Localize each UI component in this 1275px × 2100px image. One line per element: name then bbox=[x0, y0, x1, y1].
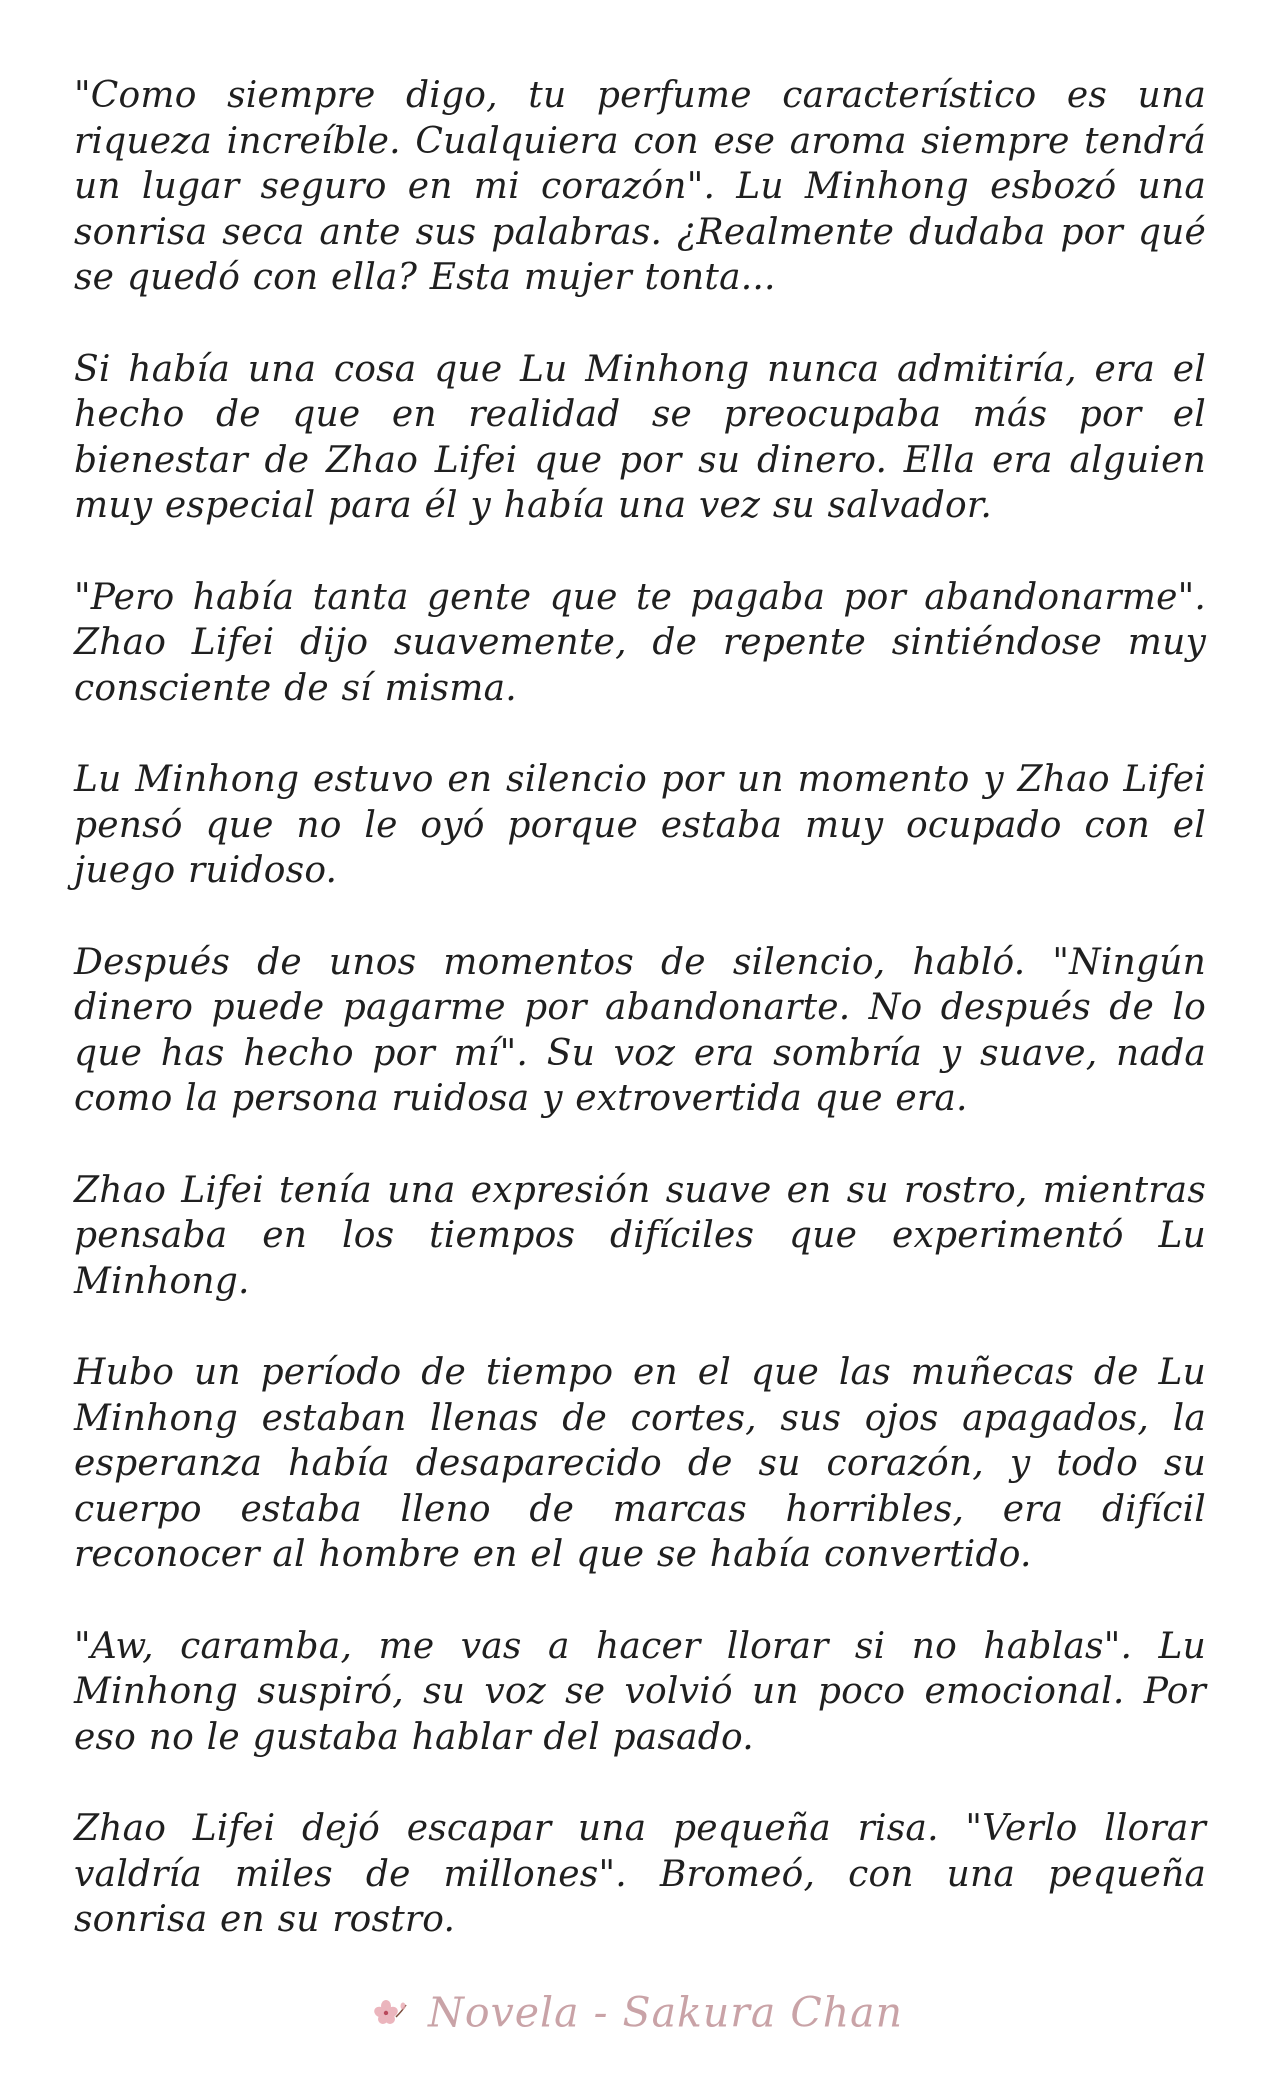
paragraph: Zhao Lifei tenía una expresión suave en su rostro, mientras pensaba en los tiempos difíciles que experimentó Lu Minhong. bbox=[74, 1169, 1206, 1302]
text-body bbox=[74, 73, 1206, 1989]
paragraph: "Como siempre digo, tu perfume característico es una riqueza increíble. Cualquiera con ese aroma siempre tendrá un lugar seguro en mi corazón". Lu Minhong esbozó una sonrisa seca ante sus palabras. ¿Realmente dudaba por qué se quedó con ella? Esta mujer tonta... bbox=[74, 75, 1206, 298]
paragraph: Zhao Lifei dejó escapar una pequeña risa. "Verlo llorar valdría miles de millones". Bromeó, con una pequeña sonrisa en su rostro. bbox=[74, 1808, 1206, 1940]
paragraph: "Pero había tanta gente que te pagaba por abandonarme". Zhao Lifei dijo suavemente, de repente sintiéndose muy consciente de sí misma. bbox=[74, 576, 1206, 709]
watermark-text: Novela - Sakura Chan bbox=[428, 1988, 903, 2037]
paragraph: Lu Minhong estuvo en silencio por un momento y Zhao Lifei pensó que no le oyó porque estaba muy ocupado con el juego ruidoso. bbox=[74, 759, 1206, 891]
paragraph: Hubo un período de tiempo en el que las muñecas de Lu Minhong estaban llenas de cortes, sus ojos apagados, la esperanza había desaparecido de su corazón, y todo su cuerpo estaba lleno de marcas horribles, era difícil reconocer al hombre en el que se había convertido. bbox=[74, 1352, 1206, 1575]
sakura-flower-icon bbox=[372, 1989, 408, 2037]
paragraph: Si había una cosa que Lu Minhong nunca admitiría, era el hecho de que en realidad se preocupaba más por el bienestar de Zhao Lifei que por su dinero. Ella era alguien muy especial para él y había una vez su salvador. bbox=[74, 348, 1206, 526]
paragraph: Después de unos momentos de silencio, habló. "Ningún dinero puede pagarme por abandonarte. No después de lo que has hecho por mí". Su voz era sombría y suave, nada como la persona ruidosa y extrovertida que era. bbox=[74, 941, 1206, 1119]
paragraph: "Aw, caramba, me vas a hacer llorar si no hablas". Lu Minhong suspiró, su voz se volvió un poco emocional. Por eso no le gustaba hablar del pasado. bbox=[74, 1625, 1206, 1758]
watermark bbox=[0, 1985, 1275, 2037]
